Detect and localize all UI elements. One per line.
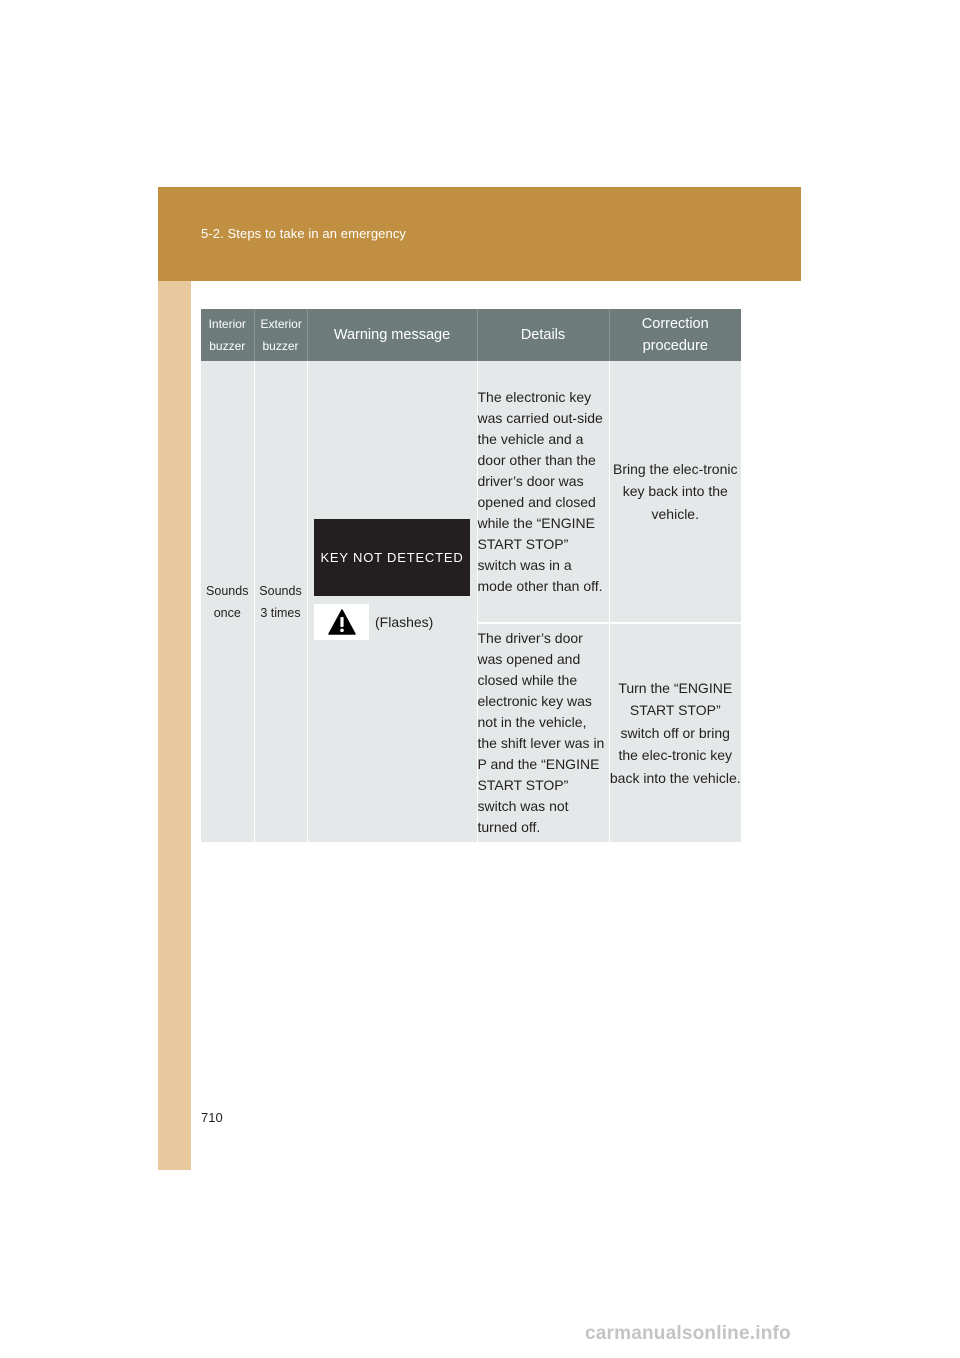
- warning-light-line: [314, 604, 470, 640]
- details-cell-1: The electronic key was carried out-side the vehicle and a door other than the driver’s door was opened and closed while the “ENGINE START STOP” switch was in a mode other than off.: [477, 361, 609, 623]
- watermark: carmanualsonline.info: [585, 1323, 791, 1344]
- side-margin-band: [158, 187, 191, 1170]
- interior-buzzer-cell: [201, 361, 254, 842]
- header-interior-buzzer: Interior buzzer: [201, 309, 254, 361]
- warning-display-group: [314, 519, 470, 640]
- header-details: Details: [477, 309, 609, 361]
- page-number: 710: [201, 1110, 223, 1125]
- warning-icon-box: [314, 604, 369, 640]
- warning-message-cell: [307, 361, 477, 842]
- table-row: [201, 361, 741, 623]
- warning-triangle-icon: [328, 609, 356, 635]
- header-warning-message: Warning message: [307, 309, 477, 361]
- table-header-row: [201, 309, 741, 361]
- correction-cell-2: Turn the “ENGINE START STOP” switch off or bring the elec-tronic key back into the vehicle.: [609, 623, 741, 842]
- interior-buzzer-line-2: once: [213, 605, 241, 620]
- header-correction-procedure: Correction procedure: [609, 309, 741, 361]
- exterior-buzzer-line-1: Sounds: [259, 583, 302, 598]
- multi-information-display: [314, 519, 470, 596]
- exterior-buzzer-line-2: 3 times: [260, 605, 301, 620]
- display-message-text: KEY NOT DETECTED: [320, 550, 464, 565]
- correction-cell-1: Bring the elec-tronic key back into the vehicle.: [609, 361, 741, 623]
- exterior-buzzer-cell: [254, 361, 307, 842]
- section-title: 5-2. Steps to take in an emergency: [201, 226, 407, 241]
- details-cell-2: The driver’s door was opened and closed while the electronic key was not in the vehicle, the shift lever was in P and the “ENGINE START STOP” switch was not turned off.: [477, 623, 609, 842]
- header-exterior-buzzer: Exterior buzzer: [254, 309, 307, 361]
- interior-buzzer-line-1: Sounds: [206, 583, 249, 598]
- warning-message-table: [201, 309, 741, 842]
- flashes-note: (Flashes): [375, 614, 434, 630]
